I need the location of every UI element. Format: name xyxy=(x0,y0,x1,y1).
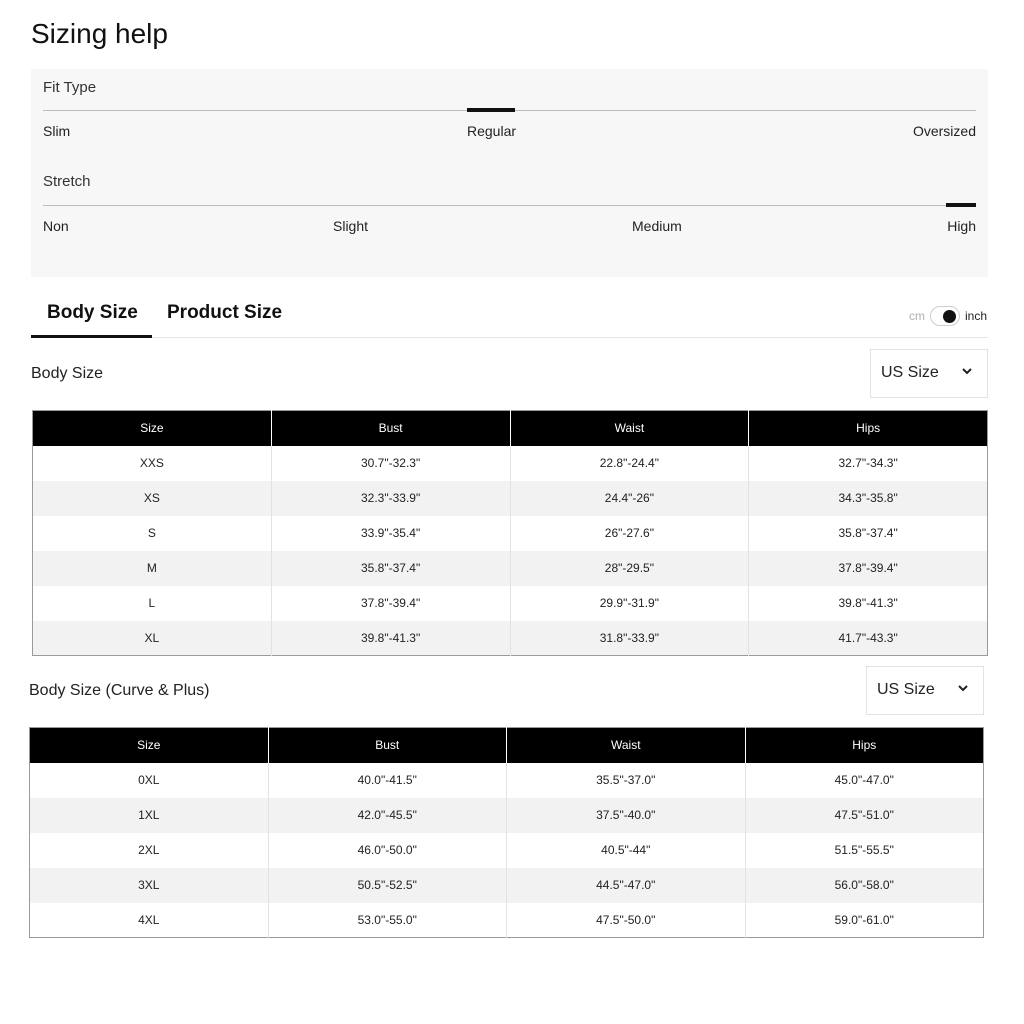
cell-hips: 41.7"-43.3" xyxy=(749,621,988,656)
cell-bust: 53.0"-55.0" xyxy=(268,903,507,938)
table-header-row xyxy=(30,728,984,763)
fit-type-option-slim: Slim xyxy=(43,123,71,139)
tab-product-size[interactable]: Product Size xyxy=(167,302,283,323)
stretch-option-non: Non xyxy=(43,218,69,234)
cell-bust: 35.8"-37.4" xyxy=(271,551,510,586)
cell-size: 2XL xyxy=(30,833,269,868)
cell-waist: 47.5"-50.0" xyxy=(507,903,746,938)
col-header-waist: Waist xyxy=(510,411,749,446)
body-size-curve-table xyxy=(29,727,984,938)
cell-hips: 59.0"-61.0" xyxy=(745,903,984,938)
cell-hips: 39.8"-41.3" xyxy=(749,586,988,621)
cell-bust: 46.0"-50.0" xyxy=(268,833,507,868)
cell-waist: 29.9"-31.9" xyxy=(510,586,749,621)
size-tabs xyxy=(31,288,988,338)
col-header-size: Size xyxy=(33,411,272,446)
cell-size: XL xyxy=(33,621,272,656)
stretch-marker xyxy=(946,203,976,207)
cell-waist: 22.8"-24.4" xyxy=(510,446,749,481)
cell-waist: 35.5"-37.0" xyxy=(507,763,746,798)
cell-waist: 37.5"-40.0" xyxy=(507,798,746,833)
cell-hips: 56.0"-58.0" xyxy=(745,868,984,903)
table-row xyxy=(33,586,988,621)
stretch-option-medium: Medium xyxy=(632,218,682,234)
cell-waist: 40.5"-44" xyxy=(507,833,746,868)
unit-toggle xyxy=(909,306,987,326)
cell-hips: 32.7"-34.3" xyxy=(749,446,988,481)
stretch-option-slight: Slight xyxy=(333,218,369,234)
stretch-track xyxy=(43,205,976,206)
body-size-curve-title: Body Size (Curve & Plus) xyxy=(29,682,210,699)
cell-size: L xyxy=(33,586,272,621)
body-size-select[interactable] xyxy=(870,349,988,398)
body-size-table xyxy=(32,410,988,656)
col-header-size: Size xyxy=(30,728,269,763)
body-size-select-value: US Size xyxy=(881,364,939,381)
unit-cm-label: cm xyxy=(908,309,925,323)
cell-bust: 42.0"-45.5" xyxy=(268,798,507,833)
unit-inch-label: inch xyxy=(964,309,987,323)
cell-hips: 34.3"-35.8" xyxy=(749,481,988,516)
active-tab-indicator xyxy=(31,335,152,338)
cell-bust: 37.8"-39.4" xyxy=(271,586,510,621)
table-row xyxy=(33,551,988,586)
page-title: Sizing help xyxy=(31,18,168,49)
table-row xyxy=(33,481,988,516)
cell-bust: 33.9"-35.4" xyxy=(271,516,510,551)
cell-size: 3XL xyxy=(30,868,269,903)
cell-size: 1XL xyxy=(30,798,269,833)
stretch-label: Stretch xyxy=(43,173,91,190)
fit-type-marker xyxy=(467,108,515,112)
chevron-down-icon xyxy=(956,681,970,695)
cell-size: S xyxy=(33,516,272,551)
col-header-waist: Waist xyxy=(507,728,746,763)
cell-bust: 32.3"-33.9" xyxy=(271,481,510,516)
table-row xyxy=(30,763,984,798)
table-row xyxy=(33,446,988,481)
tab-body-size[interactable]: Body Size xyxy=(47,302,138,323)
cell-waist: 24.4"-26" xyxy=(510,481,749,516)
cell-waist: 31.8"-33.9" xyxy=(510,621,749,656)
cell-hips: 51.5"-55.5" xyxy=(745,833,984,868)
fit-type-scale xyxy=(43,79,976,139)
fit-type-label: Fit Type xyxy=(43,79,97,96)
col-header-bust: Bust xyxy=(271,411,510,446)
stretch-option-high: High xyxy=(947,218,976,234)
cell-size: M xyxy=(33,551,272,586)
col-header-hips: Hips xyxy=(749,411,988,446)
table-row xyxy=(30,798,984,833)
unit-switch-knob xyxy=(943,310,956,323)
cell-size: XS xyxy=(33,481,272,516)
col-header-bust: Bust xyxy=(268,728,507,763)
cell-hips: 37.8"-39.4" xyxy=(749,551,988,586)
chevron-down-icon xyxy=(960,364,974,378)
cell-bust: 30.7"-32.3" xyxy=(271,446,510,481)
body-size-curve-select-value: US Size xyxy=(877,681,935,698)
cell-hips: 35.8"-37.4" xyxy=(749,516,988,551)
cell-size: XXS xyxy=(33,446,272,481)
fit-type-option-regular: Regular xyxy=(467,123,517,139)
table-row xyxy=(30,903,984,938)
fit-type-option-oversized: Oversized xyxy=(912,123,976,139)
cell-waist: 28"-29.5" xyxy=(510,551,749,586)
body-size-curve-select[interactable] xyxy=(866,666,984,715)
cell-bust: 39.8"-41.3" xyxy=(271,621,510,656)
table-row xyxy=(30,868,984,903)
cell-hips: 47.5"-51.0" xyxy=(745,798,984,833)
stretch-scale xyxy=(43,173,976,234)
unit-switch[interactable] xyxy=(930,306,960,326)
cell-bust: 50.5"-52.5" xyxy=(268,868,507,903)
table-row xyxy=(30,833,984,868)
cell-hips: 45.0"-47.0" xyxy=(745,763,984,798)
cell-bust: 40.0"-41.5" xyxy=(268,763,507,798)
cell-waist: 44.5"-47.0" xyxy=(507,868,746,903)
col-header-hips: Hips xyxy=(745,728,984,763)
cell-waist: 26"-27.6" xyxy=(510,516,749,551)
table-row xyxy=(33,516,988,551)
cell-size: 0XL xyxy=(30,763,269,798)
body-size-title: Body Size xyxy=(31,365,104,382)
cell-size: 4XL xyxy=(30,903,269,938)
fit-panel xyxy=(31,69,988,277)
table-row xyxy=(33,621,988,656)
table-header-row xyxy=(33,411,988,446)
